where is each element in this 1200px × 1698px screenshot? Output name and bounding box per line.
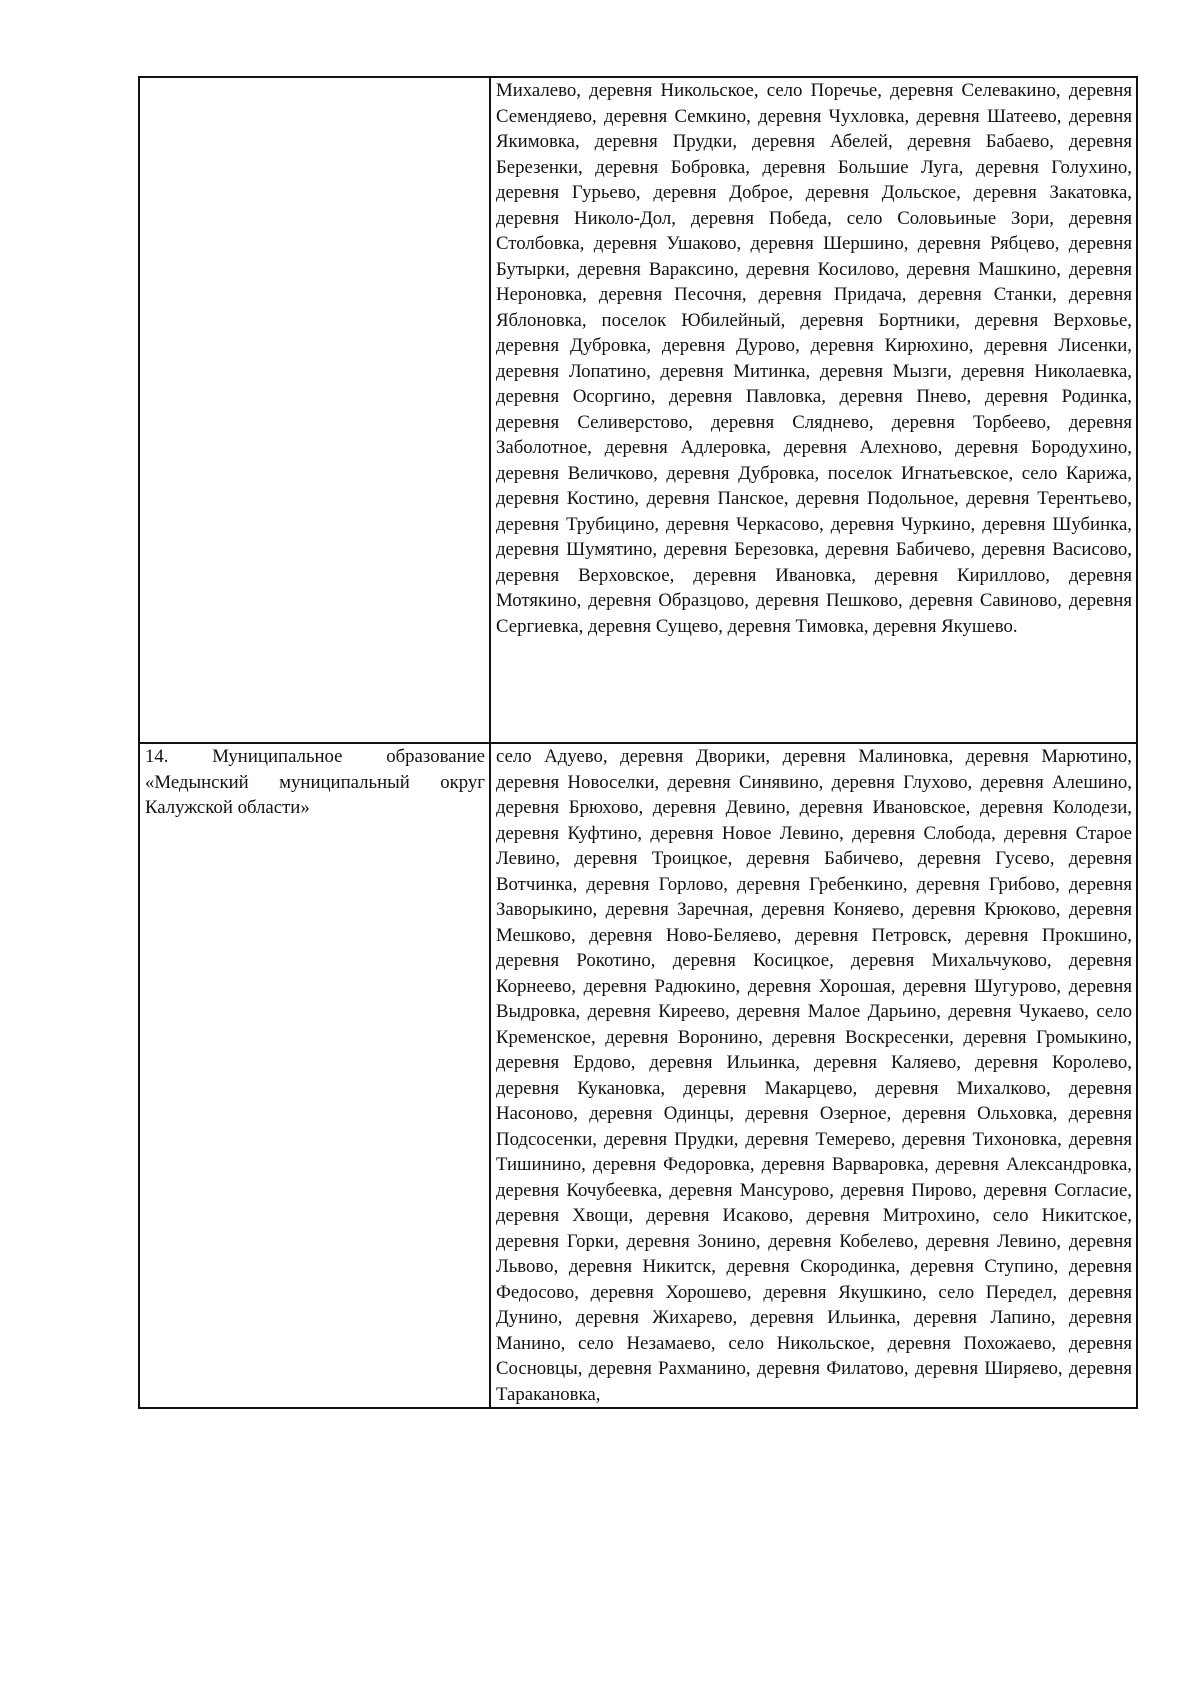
settlements-table: [138, 76, 1138, 1409]
municipality-name: 14. Муниципальное образование «Медынский муниципальный округ Калужской области»: [145, 746, 485, 818]
settlements-cell: [490, 77, 1137, 743]
settlements-list: Михалево, деревня Никольское, село Поречье, деревня Селевакино, деревня Семендяево, деревня Семкино, деревня Чухловка, деревня Шатеево, деревня Якимовка, деревня Прудки, деревня Абелей, деревня Бабаево, деревня Березенки, деревня Бобровка, деревня Большие Луга, деревня Голухино, деревня Гурьево, деревня Доброе, деревня Дольское, деревня Закатовка, деревня Николо-Дол, деревня Победа, село Соловьиные Зори, деревня Столбовка, деревня Ушаково, деревня Шершино, деревня Рябцево, деревня Бутырки, деревня Вараксино, деревня Косилово, деревня Машкино, деревня Нероновка, деревня Песочня, деревня Придача, деревня Станки, деревня Яблоновка, поселок Юбилейный, деревня Бортники, деревня Верховье, деревня Дубровка, деревня Дурово, деревня Кирюхино, деревня Лисенки, деревня Лопатино, деревня Митинка, деревня Мызги, деревня Николаевка, деревня Осоргино, деревня Павловка, деревня Пнево, деревня Родинка, деревня Селиверстово, деревня Сляднево, деревня Торбеево, деревня Заболотное, деревня Адлеровка, деревня Алехново, деревня Бородухино, деревня Величково, деревня Дубровка, поселок Игнатьевское, село Карижа, деревня Костино, деревня Панское, деревня Подольное, деревня Терентьево, деревня Трубицино, деревня Черкасово, деревня Чуркино, деревня Шубинка, деревня Шумятино, деревня Березовка, деревня Бабичево, деревня Васисово, деревня Верховское, деревня Ивановка, деревня Кириллово, деревня Мотякино, деревня Образцово, деревня Пешково, деревня Савиново, деревня Сергиевка, деревня Сущево, деревня Тимовка, деревня Якушево.: [496, 80, 1132, 637]
table-row: [139, 743, 1137, 1408]
municipality-name-cell: [139, 743, 490, 1408]
settlements-list: село Адуево, деревня Дворики, деревня Малиновка, деревня Марютино, деревня Новоселки, деревня Синявино, деревня Глухово, деревня Алешино, деревня Брюхово, деревня Девино, деревня Ивановское, деревня Колодези, деревня Куфтино, деревня Новое Левино, деревня Слобода, деревня Старое Левино, деревня Троицкое, деревня Бабичево, деревня Гусево, деревня Вотчинка, деревня Горлово, деревня Гребенкино, деревня Грибово, деревня Заворыкино, деревня Заречная, деревня Коняево, деревня Крюково, деревня Мешково, деревня Ново-Беляево, деревня Петровск, деревня Прокшино, деревня Рокотино, деревня Косицкое, деревня Михальчуково, деревня Корнеево, деревня Радюкино, деревня Хорошая, деревня Шугурово, деревня Выдровка, деревня Киреево, деревня Малое Дарьино, деревня Чукаево, село Кременское, деревня Воронино, деревня Воскресенки, деревня Громыкино, деревня Ердово, деревня Ильинка, деревня Каляево, деревня Королево, деревня Кукановка, деревня Макарцево, деревня Михалково, деревня Насоново, деревня Одинцы, деревня Озерное, деревня Ольховка, деревня Подсосенки, деревня Прудки, деревня Темерево, деревня Тихоновка, деревня Тишинино, деревня Федоровка, деревня Варваровка, деревня Александровка, деревня Кочубеевка, деревня Мансурово, деревня Пирово, деревня Согласие, деревня Хвощи, деревня Исаково, деревня Митрохино, село Никитское, деревня Горки, деревня Зонино, деревня Кобелево, деревня Левино, деревня Львово, деревня Никитск, деревня Скородинка, деревня Ступино, деревня Федосово, деревня Хорошево, деревня Якушкино, село Передел, деревня Дунино, деревня Жихарево, деревня Ильинка, деревня Лапино, деревня Манино, село Незамаево, село Никольское, деревня Похожаево, деревня Сосновцы, деревня Рахманино, деревня Филатово, деревня Ширяево, деревня Таракановка,: [496, 746, 1132, 1405]
municipality-name-cell: [139, 77, 490, 743]
settlements-cell: [490, 743, 1137, 1408]
table-row: [139, 77, 1137, 743]
